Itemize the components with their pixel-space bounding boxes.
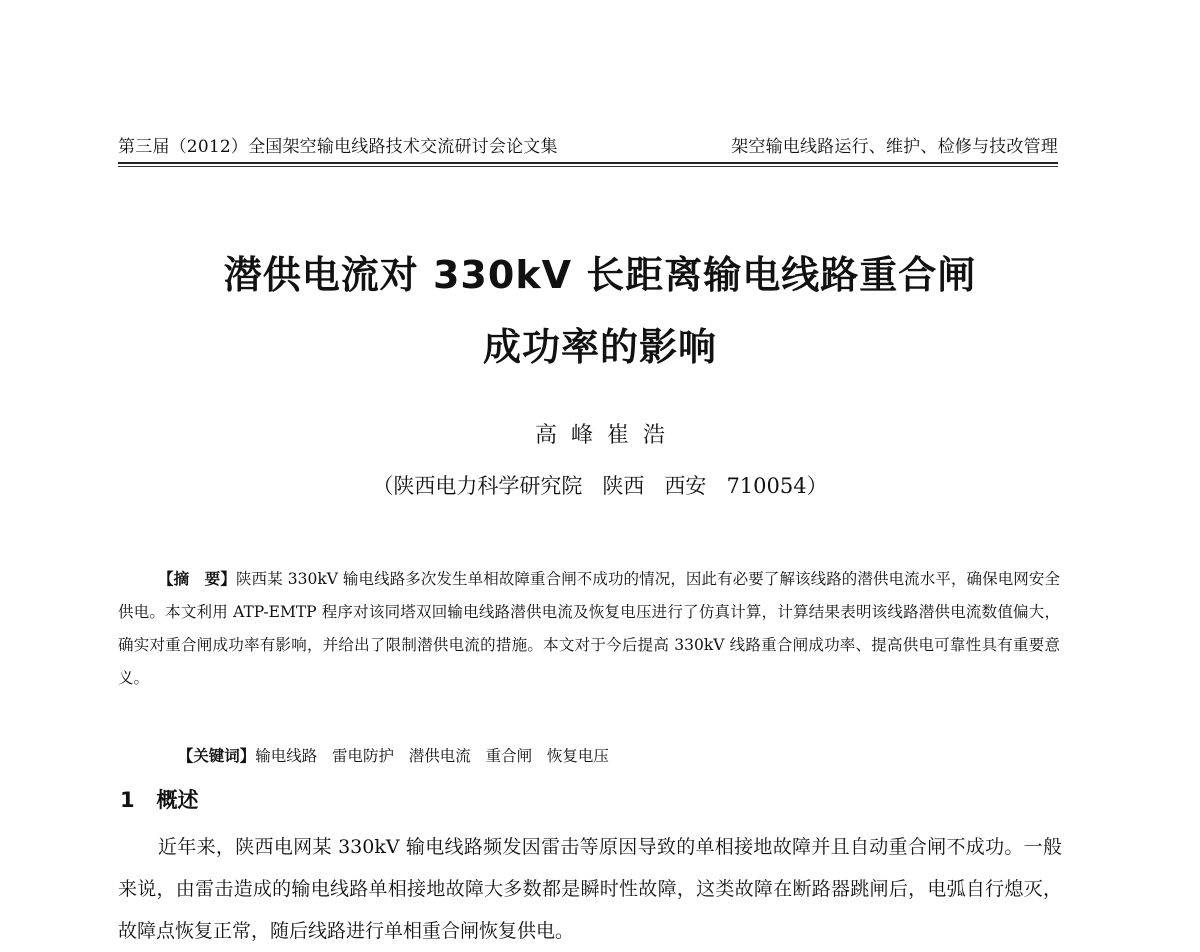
author-affiliation: （陕西电力科学研究院 陕西 西安 710054） [372, 474, 828, 498]
running-header [118, 128, 1058, 164]
paper-title-line-2: 成功率的影响 [482, 325, 717, 369]
paper-title-line-1: 潜供电流对 330kV 长距离输电线路重合闸 [223, 253, 977, 297]
body-paragraph: 近年来，陕西电网某 330kV 输电线路频发因雷击等原因导致的单相接地故障并且自动重合闸不成功。一般来说，由雷击造成的输电线路单相接地故障大多数都是瞬时性故障，这类故障在断路器跳闸后，电弧自行熄灭，故障点恢复正常，随后线路进行单相重合闸恢复供电。 [118, 836, 1062, 942]
keywords-text: 输电线路 雷电防护 潜供电流 重合闸 恢复电压 [255, 747, 609, 765]
proceedings-title: 第三届（2012）全国架空输电线路技术交流研讨会论文集 [118, 137, 558, 157]
keywords-label: 【关键词】 [177, 746, 256, 765]
section-heading: 1 概述 [120, 788, 199, 812]
keywords [158, 706, 609, 806]
abstract [118, 562, 1060, 695]
section-category: 架空输电线路运行、维护、检修与技改管理 [731, 137, 1058, 157]
abstract-label: 【摘 要】 [158, 569, 236, 588]
abstract-text: 陕西某 330kV 输电线路多次发生单相故障重合闸不成功的情况，因此有必要了解该线路的潜供电流水平，确保电网安全供电。本文利用 ATP-EMTP 程序对该同塔双回输电线路潜供电流及恢复电压进行了仿真计算，计算结果表明该线路潜供电流数值偏大，确实对重合闸成功率有影响，并给出了限制潜供电流的措施。本文对于今后提高 330kV 线路重合闸成功率、提高供电可靠性具有重要意义。 [118, 570, 1060, 687]
author-list: 高 峰 崔 浩 [535, 423, 665, 448]
